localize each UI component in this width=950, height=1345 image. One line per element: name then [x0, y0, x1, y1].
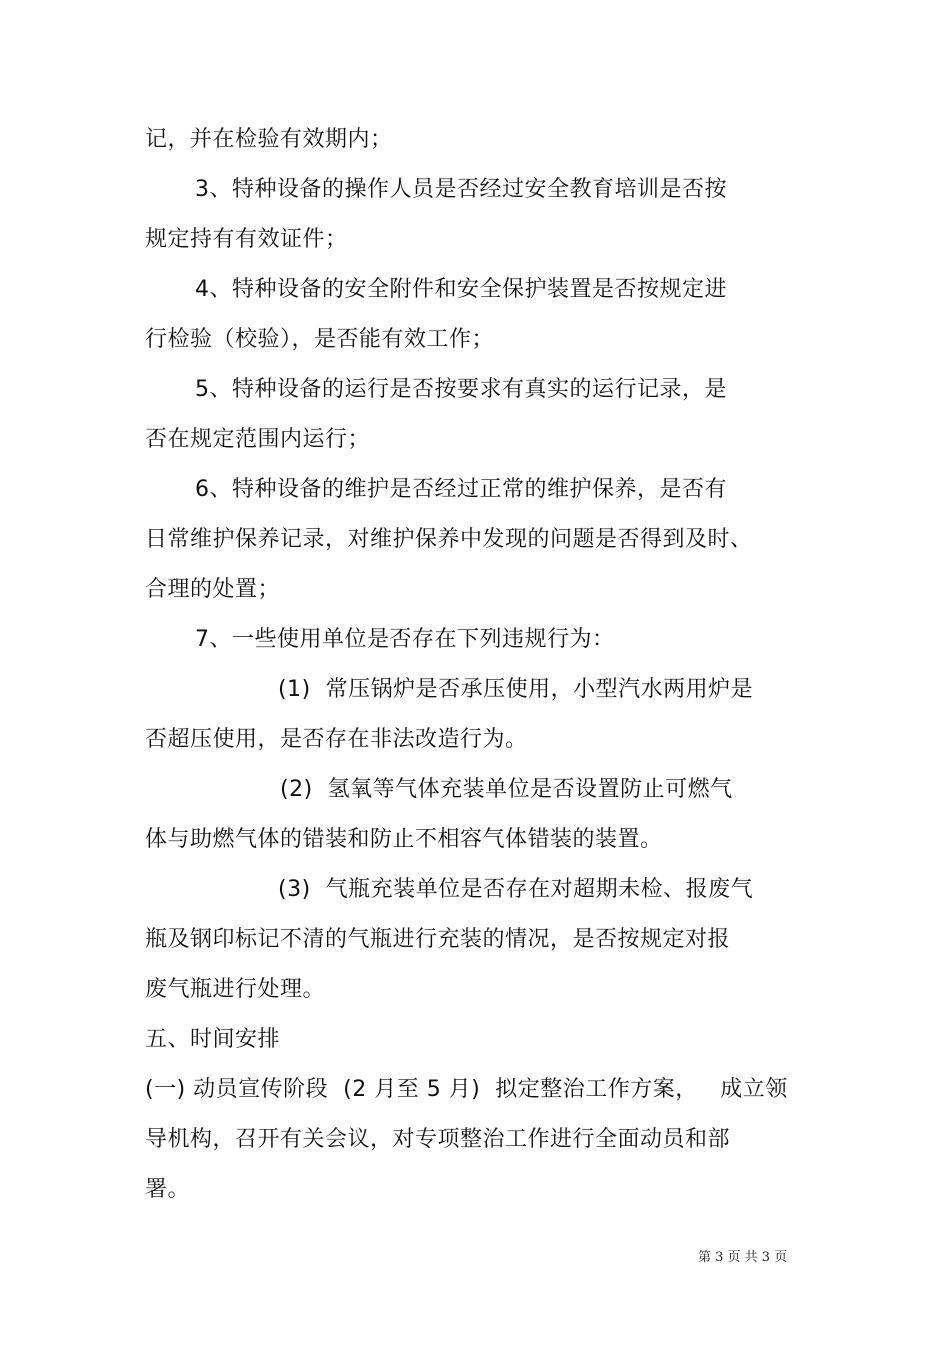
text-line: 导机构，召开有关会议，对专项整治工作进行全面动员和部 — [145, 1127, 731, 1152]
text-line: 合理的处置； — [145, 577, 281, 602]
text-line: 7、一些使用单位是否存在下列违规行为： — [195, 627, 615, 652]
text-line: (1) 常压锅炉是否承压使用，小型汽水两用炉是 — [278, 677, 754, 702]
text-line: 否超压使用，是否存在非法改造行为。 — [145, 727, 528, 752]
text-line: 行检验（校验），是否能有效工作； — [145, 327, 495, 352]
text-line: (一) 动员宣传阶段 (2 月至 5 月) 拟定整治工作方案， 成立领 — [145, 1077, 788, 1102]
text-line: 6、特种设备的维护是否经过正常的维护保养，是否有 — [195, 477, 727, 502]
text-line: (2) 氢氧等气体充装单位是否设置防止可燃气 — [280, 777, 733, 802]
text-line: 瓶及钢印标记不清的气瓶进行充装的情况，是否按规定对报 — [145, 927, 731, 952]
text-line: 3、特种设备的操作人员是否经过安全教育培训是否按 — [195, 177, 727, 202]
section-heading: 五、时间安排 — [145, 1027, 281, 1052]
text-line: 体与助燃气体的错装和防止不相容气体错装的装置。 — [145, 827, 663, 852]
page-number-footer: 第 3 页 共 3 页 — [698, 1250, 788, 1265]
text-line: 规定持有有效证件； — [145, 227, 348, 252]
text-line: (3) 气瓶充装单位是否存在对超期未检、报废气 — [278, 877, 754, 902]
text-line: 日常维护保养记录，对维护保养中发现的问题是否得到及时、 — [145, 527, 753, 552]
text-line: 记，并在检验有效期内； — [145, 127, 393, 152]
text-line: 4、特种设备的安全附件和安全保护装置是否按规定进 — [195, 277, 727, 302]
text-line: 否在规定范围内运行； — [145, 427, 371, 452]
text-line: 废气瓶进行处理。 — [145, 977, 326, 1002]
text-line: 5、特种设备的运行是否按要求有真实的运行记录，是 — [195, 377, 727, 402]
text-line: 署。 — [145, 1177, 191, 1202]
